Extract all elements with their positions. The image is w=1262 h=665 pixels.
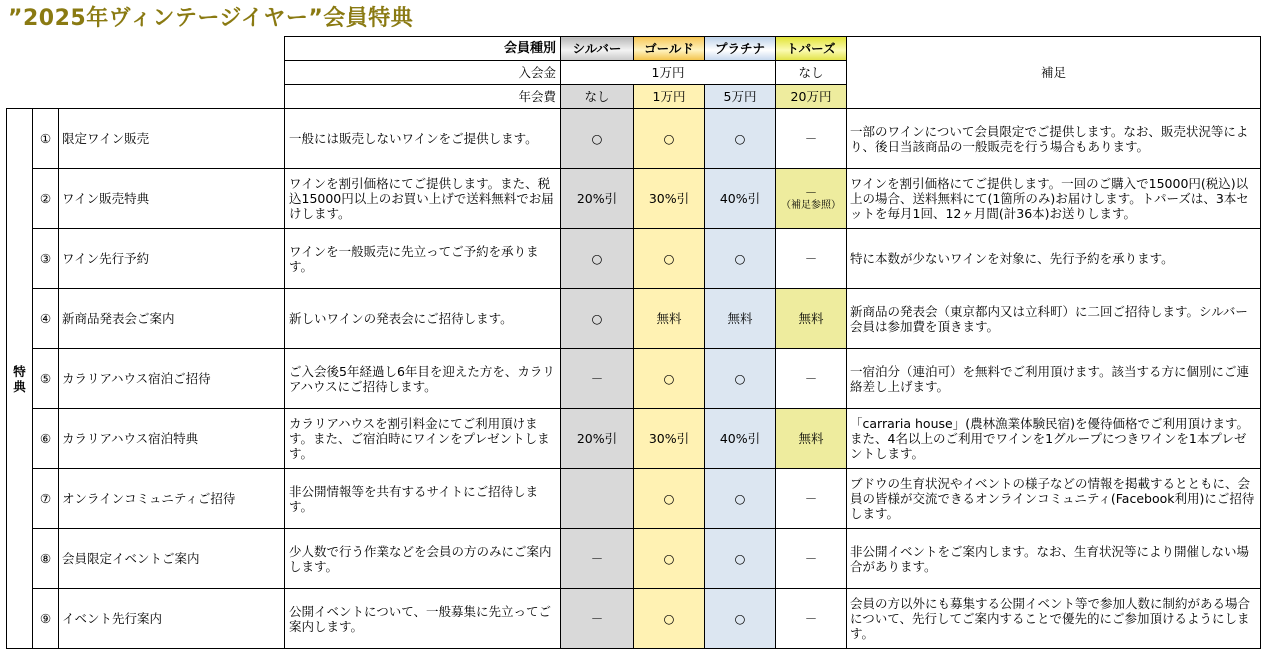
mark-value: ○ (663, 611, 675, 626)
benefit-row (7, 469, 1261, 529)
benefit-number: ② (33, 169, 59, 229)
benefit-mark-platinum (705, 529, 776, 589)
mark-value: ○ (663, 371, 675, 386)
benefit-note: 一宿泊分（連泊可）を無料でご利用頂けます。該当する方に個別にご連絡差し上げます。 (847, 349, 1261, 409)
mark-value: － (804, 551, 818, 566)
benefit-number: ④ (33, 289, 59, 349)
mark-value: ○ (734, 371, 746, 386)
benefit-description: ワインを割引価格にてご提供します。また、税込15000円以上のお買い上げで送料無料でお届けします。 (285, 169, 561, 229)
mark-value: 無料 (656, 311, 682, 326)
annual-fee-silver: なし (561, 85, 634, 109)
mark-value: ○ (591, 131, 603, 146)
benefit-mark-gold (634, 409, 705, 469)
mark-value: 40%引 (719, 431, 761, 446)
mark-value: ○ (663, 251, 675, 266)
benefit-name: オンラインコミュニティご招待 (59, 469, 285, 529)
header-row-member-type (7, 37, 1261, 61)
tier-platinum: プラチナ (705, 37, 776, 61)
benefit-name: カラリアハウス宿泊ご招待 (59, 349, 285, 409)
mark-value: 20%引 (576, 431, 618, 446)
benefit-mark-gold (634, 349, 705, 409)
mark-value: ○ (734, 611, 746, 626)
mark-value: 30%引 (648, 431, 690, 446)
benefit-name: カラリアハウス宿泊特典 (59, 409, 285, 469)
benefit-mark-gold (634, 289, 705, 349)
mark-value: － (590, 611, 604, 626)
mark-value: ○ (663, 551, 675, 566)
tier-gold: ゴールド (634, 37, 705, 61)
mark-value: ○ (663, 131, 675, 146)
annual-fee-platinum: 5万円 (705, 85, 776, 109)
benefit-mark-topaz (776, 169, 847, 229)
mark-value: － (590, 551, 604, 566)
benefit-name: イベント先行案内 (59, 589, 285, 649)
mark-value: － (804, 185, 818, 200)
benefit-mark-silver (561, 169, 634, 229)
benefit-note: 非公開イベントをご案内します。なお、生育状況等により開催しない場合があります。 (847, 529, 1261, 589)
benefit-number: ⑦ (33, 469, 59, 529)
mark-value: 無料 (727, 311, 753, 326)
mark-value: ○ (734, 251, 746, 266)
page-title: ”2025年ヴィンテージイヤー”会員特典 (8, 6, 414, 31)
benefit-mark-gold (634, 169, 705, 229)
benefit-description: 公開イベントについて、一般募集に先立ってご案内します。 (285, 589, 561, 649)
benefit-number: ① (33, 109, 59, 169)
benefit-name: ワイン先行予約 (59, 229, 285, 289)
mark-value: 無料 (798, 311, 824, 326)
benefit-row (7, 289, 1261, 349)
benefit-number: ⑧ (33, 529, 59, 589)
benefit-note: 一部のワインについて会員限定でご提供します。なお、販売状況等により、後日当該商品の一般販売を行う場合もあります。 (847, 109, 1261, 169)
annual-fee-gold: 1万円 (634, 85, 705, 109)
benefit-description: ご入会後5年経過し6年目を迎えた方を、カラリアハウスにご招待します。 (285, 349, 561, 409)
benefit-mark-gold (634, 529, 705, 589)
mark-value: 40%引 (719, 191, 761, 206)
mark-value: 30%引 (648, 191, 690, 206)
mark-value: － (804, 251, 818, 266)
benefit-name: ワイン販売特典 (59, 169, 285, 229)
mark-value: － (590, 371, 604, 386)
corner-blank (7, 37, 285, 109)
benefit-mark-topaz (776, 229, 847, 289)
benefit-mark-silver (561, 529, 634, 589)
benefit-mark-silver (561, 409, 634, 469)
benefit-mark-topaz (776, 109, 847, 169)
join-fee-topaz: なし (776, 61, 847, 85)
benefit-mark-silver (561, 469, 634, 529)
mark-value: ○ (663, 491, 675, 506)
benefit-mark-platinum (705, 289, 776, 349)
benefit-number: ⑥ (33, 409, 59, 469)
benefit-mark-platinum (705, 109, 776, 169)
benefit-row (7, 349, 1261, 409)
benefit-mark-platinum (705, 589, 776, 649)
benefit-description: ワインを一般販売に先立ってご予約を承ります。 (285, 229, 561, 289)
benefit-mark-silver (561, 589, 634, 649)
benefit-mark-gold (634, 229, 705, 289)
benefit-row (7, 169, 1261, 229)
benefit-note: 新商品の発表会（東京都内又は立科町）に二回ご招待します。シルバー会員は参加費を頂きます。 (847, 289, 1261, 349)
benefit-mark-topaz (776, 349, 847, 409)
join-fee-shared: 1万円 (561, 61, 776, 85)
side-label-char: 特 (13, 363, 26, 379)
benefit-mark-platinum (705, 409, 776, 469)
benefit-mark-topaz (776, 409, 847, 469)
benefit-row (7, 109, 1261, 169)
benefit-description: 新しいワインの発表会にご招待します。 (285, 289, 561, 349)
tier-topaz: トパーズ (776, 37, 847, 61)
benefit-mark-topaz (776, 289, 847, 349)
benefit-note: 「carraria house」(農林漁業体験民宿)を優待価格でご利用頂けます。また、4名以上のご利用でワインを1グループにつきワインを1本プレゼントします。 (847, 409, 1261, 469)
benefit-row (7, 529, 1261, 589)
benefit-mark-gold (634, 469, 705, 529)
benefit-mark-topaz (776, 589, 847, 649)
benefit-note: 特に本数が少ないワインを対象に、先行予約を承ります。 (847, 229, 1261, 289)
mark-subnote: （補足参照） (781, 200, 841, 211)
benefit-number: ③ (33, 229, 59, 289)
benefit-row (7, 409, 1261, 469)
mark-value: － (804, 611, 818, 626)
benefit-mark-topaz (776, 469, 847, 529)
benefit-mark-platinum (705, 229, 776, 289)
benefit-description: 非公開情報等を共有するサイトにご招待します。 (285, 469, 561, 529)
mark-value: ○ (734, 551, 746, 566)
benefit-mark-topaz (776, 529, 847, 589)
side-label-char: 典 (13, 378, 26, 394)
side-label (7, 109, 33, 649)
benefit-note: ブドウの生育状況やイベントの様子などの情報を掲載するとともに、会員の皆様が交流できるオンラインコミュニティ(Facebook利用)にご招待します。 (847, 469, 1261, 529)
benefit-mark-platinum (705, 469, 776, 529)
benefit-note: ワインを割引価格にてご提供します。一回のご購入で15000円(税込)以上の場合、送料無料にて(1箇所のみ)お届けします。トパーズは、3本セットを毎月1回、12ヶ月間(計36本)お送りします。 (847, 169, 1261, 229)
benefit-mark-silver (561, 229, 634, 289)
annual-fee-label: 年会費 (285, 85, 561, 109)
benefit-description: カラリアハウスを割引料金にてご利用頂けます。また、ご宿泊時にワインをプレゼントします。 (285, 409, 561, 469)
mark-value: 無料 (798, 431, 824, 446)
benefit-name: 新商品発表会ご案内 (59, 289, 285, 349)
mark-value: ○ (591, 311, 603, 326)
annual-fee-topaz: 20万円 (776, 85, 847, 109)
benefit-note: 会員の方以外にも募集する公開イベント等で参加人数に制約がある場合について、先行してご案内することで優先的にご参加頂けるようにします。 (847, 589, 1261, 649)
mark-value: － (804, 131, 818, 146)
benefit-mark-platinum (705, 349, 776, 409)
benefit-mark-platinum (705, 169, 776, 229)
mark-value: ○ (734, 131, 746, 146)
benefit-name: 会員限定イベントご案内 (59, 529, 285, 589)
benefit-name: 限定ワイン販売 (59, 109, 285, 169)
benefit-mark-silver (561, 289, 634, 349)
benefits-table (6, 36, 1261, 649)
mark-value: － (804, 491, 818, 506)
benefit-description: 少人数で行う作業などを会員の方のみにご案内します。 (285, 529, 561, 589)
benefit-row (7, 229, 1261, 289)
tier-silver: シルバー (561, 37, 634, 61)
benefit-number: ⑨ (33, 589, 59, 649)
mark-value: 20%引 (576, 191, 618, 206)
mark-value: － (804, 371, 818, 386)
benefit-mark-gold (634, 589, 705, 649)
join-fee-label: 入会金 (285, 61, 561, 85)
benefit-mark-silver (561, 109, 634, 169)
benefit-description: 一般には販売しないワインをご提供します。 (285, 109, 561, 169)
supplement-header: 補足 (847, 37, 1261, 109)
mark-value: ○ (591, 251, 603, 266)
benefit-number: ⑤ (33, 349, 59, 409)
benefit-mark-silver (561, 349, 634, 409)
member-type-label: 会員種別 (285, 37, 561, 61)
benefit-row (7, 589, 1261, 649)
benefit-mark-gold (634, 109, 705, 169)
mark-value: ○ (734, 491, 746, 506)
